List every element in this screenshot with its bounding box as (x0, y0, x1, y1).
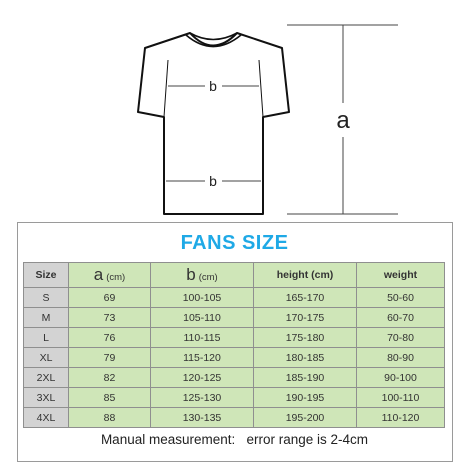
hem-width-marker: b (209, 173, 217, 189)
cell-size: S (24, 288, 69, 308)
cell-size: 4XL (24, 408, 69, 428)
chest-width-marker: b (209, 78, 217, 94)
cell-a: 69 (69, 288, 151, 308)
header-a-letter: a (93, 265, 104, 284)
cell-weight: 70-80 (357, 328, 445, 348)
header-height: height (cm) (254, 263, 357, 288)
cell-height: 180-185 (254, 348, 357, 368)
cell-size: XL (24, 348, 69, 368)
header-b (151, 263, 254, 288)
cell-a: 85 (69, 388, 151, 408)
cell-b: 125-130 (151, 388, 254, 408)
cell-a: 88 (69, 408, 151, 428)
table-row (24, 288, 445, 308)
header-a-unit: (cm) (106, 272, 126, 283)
table-row (24, 308, 445, 328)
table-row (24, 388, 445, 408)
header-weight: weight (357, 263, 445, 288)
cell-size: 3XL (24, 388, 69, 408)
cell-height: 175-180 (254, 328, 357, 348)
cell-height: 190-195 (254, 388, 357, 408)
header-a (69, 263, 151, 288)
cell-weight: 90-100 (357, 368, 445, 388)
table-row (24, 408, 445, 428)
cell-b: 115-120 (151, 348, 254, 368)
cell-a: 79 (69, 348, 151, 368)
table-header-row (24, 263, 445, 288)
table-row (24, 348, 445, 368)
cell-height: 195-200 (254, 408, 357, 428)
length-marker: a (336, 107, 350, 134)
size-table (23, 262, 445, 428)
measurement-note: Manual measurement: error range is 2-4cm (100, 432, 369, 447)
cell-weight: 110-120 (357, 408, 445, 428)
cell-b: 105-110 (151, 308, 254, 328)
header-b-letter: b (186, 265, 196, 284)
header-size: Size (24, 263, 69, 288)
header-b-unit: (cm) (198, 272, 218, 283)
cell-a: 82 (69, 368, 151, 388)
cell-size: L (24, 328, 69, 348)
cell-b: 120-125 (151, 368, 254, 388)
tshirt-diagram (0, 0, 469, 222)
cell-size: M (24, 308, 69, 328)
cell-height: 170-175 (254, 308, 357, 328)
cell-height: 165-170 (254, 288, 357, 308)
cell-weight: 50-60 (357, 288, 445, 308)
cell-b: 110-115 (151, 328, 254, 348)
table-row (24, 368, 445, 388)
cell-a: 76 (69, 328, 151, 348)
cell-weight: 60-70 (357, 308, 445, 328)
cell-size: 2XL (24, 368, 69, 388)
cell-a: 73 (69, 308, 151, 328)
cell-weight: 80-90 (357, 348, 445, 368)
table-row (24, 328, 445, 348)
cell-b: 130-135 (151, 408, 254, 428)
cell-weight: 100-110 (357, 388, 445, 408)
cell-b: 100-105 (151, 288, 254, 308)
cell-height: 185-190 (254, 368, 357, 388)
size-chart-title: FANS SIZE (180, 232, 289, 254)
